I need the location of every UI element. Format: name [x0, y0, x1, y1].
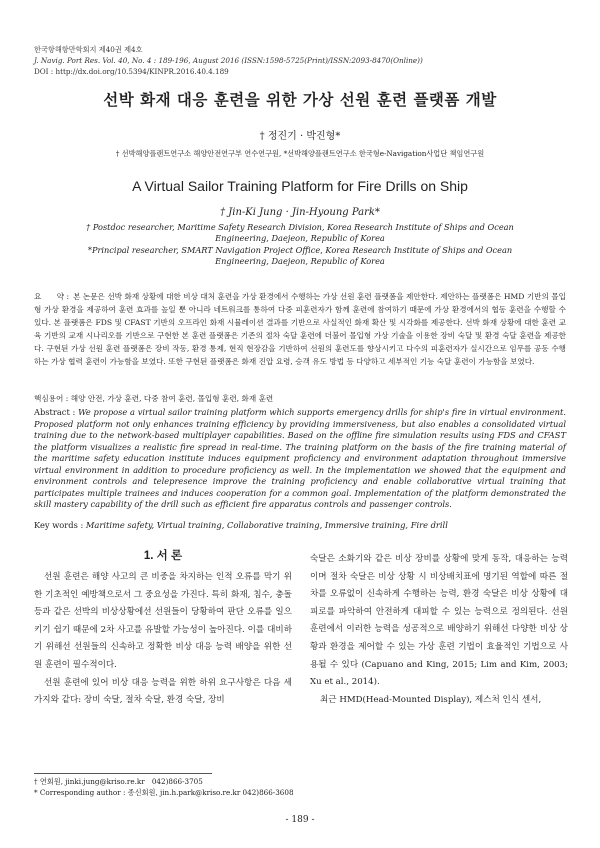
journal-name-ko: 한국항해항만학회지 제40권 제4호	[34, 45, 143, 54]
abstract-en-label: Abstract :	[34, 407, 76, 417]
paper-title-en: A Virtual Sailor Training Platform for Fire Drills on Ship	[132, 178, 468, 194]
footnote-divider	[34, 773, 212, 774]
paragraph: 선원 훈련에 있어 비상 대응 능력을 위한 하위 요구사항은 다음 세 가지와 같다: 장비 숙달, 절차 숙달, 환경 숙달, 장비	[34, 677, 292, 706]
journal-citation: J. Navig. Port Res. Vol. 40, No. 4 : 189-196, August 2016 (ISSN:1598-5725(Print)/ISSN:2093-8470(Online))	[34, 56, 423, 65]
abstract-ko-label: 요 약 :	[34, 292, 70, 301]
page-number: - 189 -	[285, 815, 315, 825]
abstract-en	[34, 407, 566, 511]
abstract-ko	[34, 290, 566, 368]
footnotes	[34, 776, 574, 798]
keywords-en-text: Maritime safety, Virtual training, Collaborative training, Immersive training, Fire drill	[85, 520, 448, 530]
paragraph: 선원 훈련은 해양 사고의 큰 비중을 차지하는 인적 오류를 막기 위한 기초적인 예방책으로서 그 중요성을 가진다. 특히 화재, 침수, 충돌 등과 같은 선박의 비상상황에선 선원들이 당황하여 판단 오류를 일으키기 쉽기 때문에 2차 사고를 유발할 가능성이 높아진다. 이를 대비하기 위해선 선원들의 신속하고 정확한 비상 대응 능력 배양을 위한 선원 훈련이 필수적이다.	[34, 572, 292, 670]
journal-header	[34, 44, 574, 77]
footnote-1: † 연회원, jinki.jung@kriso.re.kr 042)866-3705	[34, 777, 203, 786]
doi-line: DOI : http://dx.doi.org/10.5394/KINPR.2016.40.4.189	[34, 67, 229, 76]
affiliation-en-1: † Postdoc researcher, Maritime Safety Research Division, Korea Research Institute of Ships and Ocean Engineering, Daejeon, Republic of Korea	[86, 222, 514, 244]
affiliation-en-2: *Principal researcher, SMART Navigation Project Office, Korea Research Institute of Ships and Ocean Engineering, Daejeon, Republic of Korea	[87, 244, 513, 267]
section-title-introduction: 1. 서 론	[143, 550, 183, 562]
keywords-ko-text: 해양 안전, 가상 훈련, 다중 참여 훈련, 몰입형 훈련, 화재 훈련	[70, 394, 274, 403]
abstract-ko-text: 본 논문은 선박 화재 상황에 대한 비상 대처 훈련을 가상 환경에서 수행하는 가상 선원 훈련 플랫폼을 제안한다. 제안하는 플랫폼은 HMD 기반의 몰입형 가상 환경을 제공하여 훈련 효과를 높일 뿐 아니라 네트워크를 통하여 다중 피훈련자가 함께 훈련에 참여하기 때문에 가상 환경에서의 협동 훈련을 수행할 수 있다. 본 플랫폼은 FDS 및 CFAST 기반의 오프라인 화재 시뮬레이션 결과를 기반으로 사실적인 화재 확산 및 시각화를 제공한다. 선박 화재 상황에 대한 훈련 교육 기반의 교재 시나리오를 기반으로 구현한 본 훈련 플랫폼은 기존의 절차 숙달 훈련에 더불어 몰입형 가상 기술을 이용한 장비 숙달 및 환경 숙달 훈련을 제공한다. 구현된 가상 선원 훈련 플랫폼은 장비 작동, 환경 통제, 현직 현장감을 기반하여 선원의 훈련도를 향상시키고 다수의 피훈련자가 실시간으로 임무를 공동 수행하는 가상 협력 훈련이 가능함을 보였다. 또한 구현된 플랫폼은 화재 진압 요령, 승객 유도 방법 등 다양하고 세부적인 기능 숙달 훈련이 가능함을 보였다.	[34, 292, 566, 366]
keywords-en	[34, 520, 566, 530]
keywords-ko	[34, 393, 566, 404]
abstract-en-text: We propose a virtual sailor training platform which supports emergency drills for ship's fire in virtual environment. Proposed platform not only enhances training efficiency by providing immersiveness, but also enables a consolidated virtual training due to the network-based multiplayer capabilities. Based on the offline fire simulation results using FDS and CFAST the platform visualizes a realistic fire spread in real-time. The training platform on the basis of the fire training material of the maritime safety education institute induces equipment proficiency and environment adaptation throughout immersive virtual environment in addition to procedure proficiency as well. In the implementation we showed that the equipment and environment controls and telepresence improve the training proficiency and enable collaborative virtual training that participates multiple trainees and induces cooperation for a common goal. Implementation of the platform demonstrated the skill mastery capability of the drill such as efficient fire apparatus controls and passenger controls.	[34, 407, 566, 509]
authors-ko: † 정진기 · 박진형*	[259, 131, 341, 142]
affiliation-ko: † 선박해양플랜트연구소 해양안전연구부 연수연구원, *선박해양플랜트연구소 한국형e-Navigation사업단 책임연구원	[115, 149, 485, 158]
authors-en: † Jin-Ki Jung · Jin-Hyoung Park*	[220, 207, 380, 218]
body-column-left	[34, 569, 292, 710]
affiliations-en	[60, 222, 540, 268]
keywords-ko-label: 핵심용어 :	[34, 394, 69, 403]
body-column-right	[310, 551, 568, 709]
paragraph: 숙달은 소화기와 같은 비상 장비를 상황에 맞게 동작, 대응하는 능력이며 절차 숙달은 비상 상황 시 비상배치표에 명기된 역할에 따른 절차를 오류없이 신속하게 수행하는 능력, 환경 숙달은 비상 상황에 대피로를 파악하여 안전하게 대피할 수 있는 능력으로 정의된다. 선원 훈련에서 이러한 능력을 성공적으로 배양하기 위해선 다양한 비상 상황과 환경을 제어할 수 있는 가상 훈련 기법이 효율적인 기법으로 사용될 수 있다 (Capuano and King, 2015; Lim and Kim, 2003; Xu et al., 2014).	[310, 554, 568, 688]
keywords-en-label: Key words :	[34, 520, 84, 530]
paragraph: 최근 HMD(Head-Mounted Display), 제스처 인식 센서,	[320, 694, 542, 705]
paper-title-ko: 선박 화재 대응 훈련을 위한 가상 선원 훈련 플랫폼 개발	[103, 90, 497, 109]
footnote-2: * Corresponding author : 종신회원, jin.h.park@kriso.re.kr 042)866-3608	[34, 788, 294, 797]
